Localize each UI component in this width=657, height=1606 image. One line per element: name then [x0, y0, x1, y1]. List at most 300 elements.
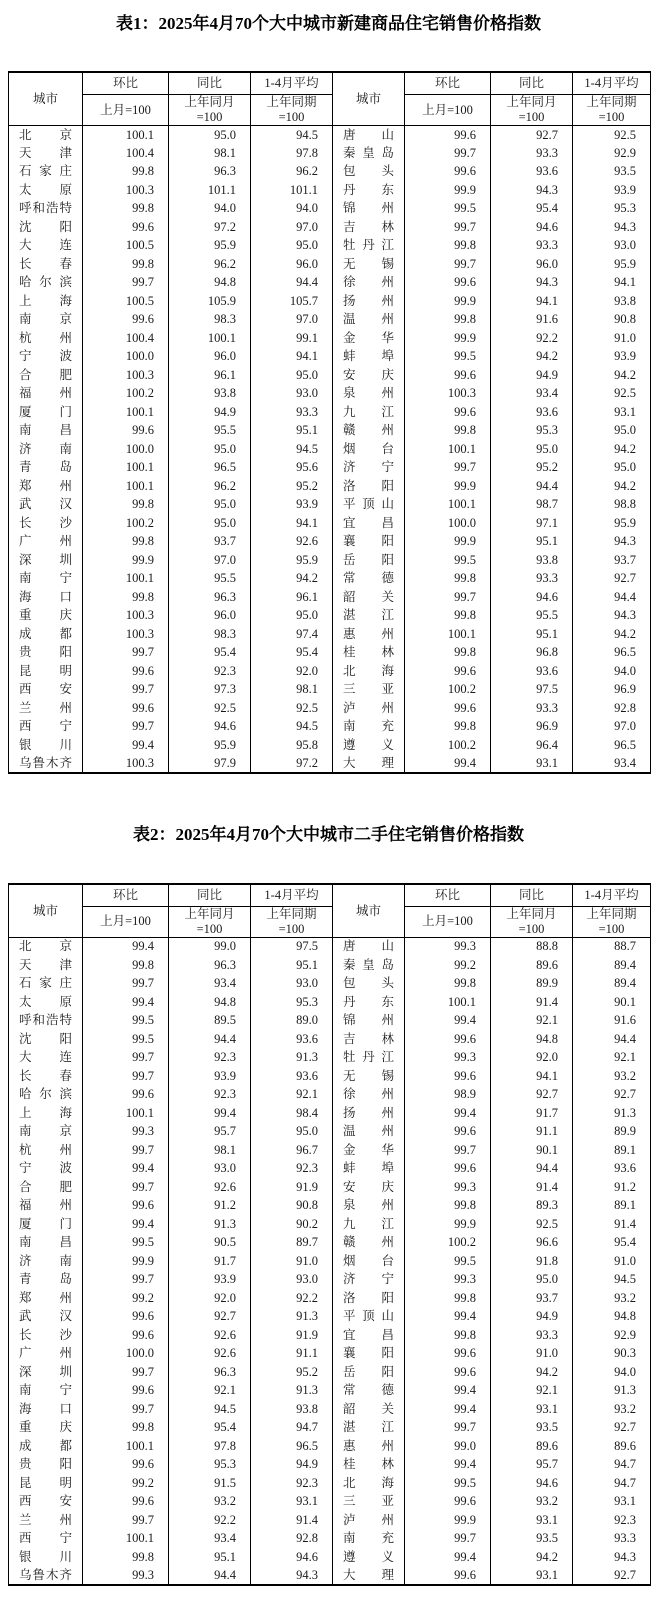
col-subheader-yoy-base: 上年同月 =100 — [491, 906, 573, 937]
city-cell — [9, 1418, 83, 1437]
city-cell — [333, 551, 405, 570]
value-cell: 92.8 — [573, 699, 651, 718]
col-header-avg: 1-4月平均 — [573, 884, 651, 906]
table-row — [9, 477, 651, 496]
city-name: 丹 东 — [343, 182, 394, 197]
city-cell — [9, 993, 83, 1012]
city-cell — [9, 1215, 83, 1234]
value-cell: 100.5 — [83, 292, 169, 311]
value-cell: 99.8 — [405, 310, 491, 329]
value-cell: 95.3 — [573, 199, 651, 218]
city-cell — [9, 1048, 83, 1067]
city-cell — [9, 1548, 83, 1567]
value-cell: 90.8 — [251, 1196, 333, 1215]
table-row — [9, 1400, 651, 1419]
value-cell: 96.0 — [169, 606, 251, 625]
value-cell: 91.3 — [251, 1381, 333, 1400]
value-cell: 96.9 — [573, 680, 651, 699]
city-cell — [333, 1178, 405, 1197]
value-cell: 97.0 — [573, 717, 651, 736]
value-cell: 93.0 — [251, 384, 333, 403]
value-cell: 94.3 — [491, 181, 573, 200]
value-cell: 99.8 — [83, 956, 169, 975]
col-subheader-avg-base: 上年同期 =100 — [573, 94, 651, 125]
city-cell — [333, 1418, 405, 1437]
city-name: 天 津 — [19, 957, 72, 972]
value-cell: 99.6 — [405, 662, 491, 681]
value-cell: 93.7 — [491, 1289, 573, 1308]
value-cell: 96.1 — [169, 366, 251, 385]
city-name: 济 南 — [19, 441, 72, 456]
value-cell: 99.5 — [405, 199, 491, 218]
city-cell — [333, 1344, 405, 1363]
city-cell — [333, 458, 405, 477]
value-cell: 94.0 — [573, 662, 651, 681]
value-cell: 89.9 — [573, 1122, 651, 1141]
table1-title: 表1：2025年4月70个大中城市新建商品住宅销售价格指数 — [116, 14, 541, 33]
city-name: 大 连 — [19, 238, 72, 253]
city-name: 上 海 — [19, 1105, 72, 1120]
value-cell: 95.0 — [169, 440, 251, 459]
city-cell — [333, 1529, 405, 1548]
city-cell — [9, 1085, 83, 1104]
value-cell: 99.4 — [405, 1011, 491, 1030]
value-cell: 94.2 — [491, 347, 573, 366]
value-cell: 95.0 — [169, 125, 251, 144]
value-cell: 93.1 — [573, 403, 651, 422]
value-cell: 94.5 — [573, 1270, 651, 1289]
city-cell — [9, 329, 83, 348]
value-cell: 93.4 — [169, 1529, 251, 1548]
value-cell: 95.1 — [491, 532, 573, 551]
value-cell: 95.9 — [169, 236, 251, 255]
value-cell: 94.4 — [169, 1566, 251, 1585]
city-name: 大 连 — [19, 1050, 72, 1065]
value-cell: 92.1 — [491, 1011, 573, 1030]
city-cell — [9, 1196, 83, 1215]
value-cell: 99.3 — [405, 1178, 491, 1197]
col-header-mom: 环比 — [83, 72, 169, 94]
city-name: 太 原 — [19, 994, 72, 1009]
value-cell: 99.5 — [83, 1011, 169, 1030]
city-cell — [9, 1307, 83, 1326]
value-cell: 96.0 — [251, 255, 333, 274]
city-cell — [333, 717, 405, 736]
value-cell: 96.5 — [573, 643, 651, 662]
value-cell: 99.7 — [405, 1141, 491, 1160]
value-cell: 94.3 — [573, 218, 651, 237]
city-name: 温 州 — [343, 1124, 394, 1139]
value-cell: 93.6 — [491, 662, 573, 681]
city-name: 广 州 — [19, 1346, 72, 1361]
value-cell: 95.2 — [251, 477, 333, 496]
value-cell: 93.1 — [491, 1511, 573, 1530]
table-row — [9, 1215, 651, 1234]
city-cell — [333, 477, 405, 496]
value-cell: 92.9 — [573, 1326, 651, 1345]
city-name: 三 亚 — [343, 1494, 394, 1509]
city-name: 银 川 — [19, 737, 72, 752]
value-cell: 91.0 — [491, 1344, 573, 1363]
value-cell: 96.0 — [491, 255, 573, 274]
city-cell — [333, 440, 405, 459]
value-cell: 92.7 — [573, 569, 651, 588]
value-cell: 99.8 — [405, 421, 491, 440]
value-cell: 93.2 — [491, 1492, 573, 1511]
value-cell: 98.9 — [405, 1085, 491, 1104]
value-cell: 95.1 — [491, 625, 573, 644]
value-cell: 89.4 — [573, 956, 651, 975]
value-cell: 92.6 — [169, 1344, 251, 1363]
city-cell — [333, 218, 405, 237]
city-cell — [333, 144, 405, 163]
value-cell: 100.3 — [405, 384, 491, 403]
table-row — [9, 1122, 651, 1141]
value-cell: 99.9 — [83, 551, 169, 570]
value-cell: 91.4 — [491, 1178, 573, 1197]
city-name: 兰 州 — [19, 1512, 72, 1527]
value-cell: 100.1 — [83, 1104, 169, 1123]
city-name: 赣 州 — [343, 423, 394, 438]
city-cell — [9, 181, 83, 200]
city-cell — [333, 569, 405, 588]
value-cell: 97.5 — [491, 680, 573, 699]
value-cell: 95.5 — [169, 421, 251, 440]
value-cell: 94.2 — [573, 366, 651, 385]
value-cell: 105.9 — [169, 292, 251, 311]
city-name: 扬 州 — [343, 293, 394, 308]
table-row — [9, 1437, 651, 1456]
city-name: 深 圳 — [19, 552, 72, 567]
value-cell: 99.7 — [405, 458, 491, 477]
city-name: 金 华 — [343, 330, 394, 345]
value-cell: 96.3 — [169, 588, 251, 607]
table-row — [9, 643, 651, 662]
value-cell: 94.2 — [573, 477, 651, 496]
city-name: 韶 关 — [343, 589, 394, 604]
value-cell: 101.1 — [251, 181, 333, 200]
city-name: 长 沙 — [19, 515, 72, 530]
city-name: 厦 门 — [19, 404, 72, 419]
city-cell — [9, 421, 83, 440]
city-name: 无 锡 — [343, 256, 394, 271]
value-cell: 100.3 — [83, 181, 169, 200]
city-name: 安 庆 — [343, 367, 394, 382]
value-cell: 92.6 — [251, 532, 333, 551]
value-cell: 95.3 — [251, 993, 333, 1012]
value-cell: 96.7 — [251, 1141, 333, 1160]
value-cell: 90.5 — [169, 1233, 251, 1252]
city-name: 惠 州 — [343, 626, 394, 641]
value-cell: 91.7 — [169, 1252, 251, 1271]
value-cell: 90.1 — [491, 1141, 573, 1160]
city-cell — [333, 643, 405, 662]
value-cell: 96.9 — [491, 717, 573, 736]
value-cell: 95.7 — [491, 1455, 573, 1474]
city-cell — [333, 1270, 405, 1289]
value-cell: 93.9 — [573, 347, 651, 366]
value-cell: 99.4 — [83, 736, 169, 755]
value-cell: 96.2 — [251, 162, 333, 181]
table-row — [9, 625, 651, 644]
value-cell: 99.7 — [83, 643, 169, 662]
value-cell: 100.1 — [405, 993, 491, 1012]
city-name: 泸 州 — [343, 700, 394, 715]
value-cell: 100.1 — [83, 477, 169, 496]
city-cell — [333, 1566, 405, 1585]
value-cell: 99.6 — [405, 1159, 491, 1178]
value-cell: 93.0 — [169, 1159, 251, 1178]
value-cell: 94.1 — [251, 514, 333, 533]
value-cell: 89.1 — [573, 1141, 651, 1160]
table-row — [9, 1048, 651, 1067]
value-cell: 95.1 — [251, 421, 333, 440]
value-cell: 100.2 — [405, 1233, 491, 1252]
city-cell — [9, 1381, 83, 1400]
city-cell — [9, 937, 83, 956]
col-header-yoy: 同比 — [491, 884, 573, 906]
city-name: 银 川 — [19, 1549, 72, 1564]
col-header-city: 城市 — [333, 884, 405, 937]
value-cell: 94.7 — [573, 1474, 651, 1493]
city-name: 丹 东 — [343, 994, 394, 1009]
value-cell: 99.5 — [83, 1233, 169, 1252]
value-cell: 94.4 — [491, 477, 573, 496]
value-cell: 100.1 — [83, 125, 169, 144]
city-cell — [333, 403, 405, 422]
value-cell: 94.9 — [491, 366, 573, 385]
value-cell: 99.4 — [405, 1104, 491, 1123]
value-cell: 95.4 — [169, 643, 251, 662]
city-name: 海 口 — [19, 589, 72, 604]
value-cell: 99.6 — [405, 1030, 491, 1049]
value-cell: 94.3 — [573, 606, 651, 625]
value-cell: 91.1 — [491, 1122, 573, 1141]
price-index-table-secondhand-homes — [8, 883, 651, 1586]
value-cell: 99.6 — [405, 162, 491, 181]
value-cell: 99.4 — [405, 1455, 491, 1474]
city-name: 蚌 埠 — [343, 349, 394, 364]
value-cell: 92.1 — [491, 1381, 573, 1400]
city-name: 深 圳 — [19, 1364, 72, 1379]
value-cell: 99.6 — [83, 218, 169, 237]
value-cell: 93.9 — [573, 181, 651, 200]
value-cell: 99.2 — [405, 956, 491, 975]
value-cell: 99.6 — [405, 125, 491, 144]
table-row — [9, 1418, 651, 1437]
city-cell — [333, 236, 405, 255]
value-cell: 92.9 — [573, 144, 651, 163]
value-cell: 91.2 — [169, 1196, 251, 1215]
value-cell: 92.5 — [169, 699, 251, 718]
value-cell: 94.8 — [491, 1030, 573, 1049]
value-cell: 99.4 — [405, 754, 491, 773]
city-name: 青 岛 — [19, 1272, 72, 1287]
table-row — [9, 1548, 651, 1567]
value-cell: 92.0 — [251, 662, 333, 681]
value-cell: 99.8 — [405, 569, 491, 588]
city-cell — [9, 1363, 83, 1382]
value-cell: 99.5 — [83, 1030, 169, 1049]
city-cell — [9, 754, 83, 773]
value-cell: 100.2 — [83, 514, 169, 533]
city-name: 襄 阳 — [343, 1346, 394, 1361]
value-cell: 94.3 — [491, 273, 573, 292]
value-cell: 89.6 — [491, 956, 573, 975]
city-name: 宁 波 — [19, 349, 72, 364]
value-cell: 89.5 — [169, 1011, 251, 1030]
city-cell — [333, 699, 405, 718]
city-name: 平 顶 山 — [343, 497, 394, 512]
value-cell: 99.6 — [83, 1196, 169, 1215]
value-cell: 99.4 — [83, 993, 169, 1012]
city-cell — [9, 1159, 83, 1178]
col-subheader-avg-base: 上年同期 =100 — [251, 94, 333, 125]
city-cell — [9, 1400, 83, 1419]
value-cell: 99.3 — [405, 1270, 491, 1289]
city-cell — [333, 329, 405, 348]
value-cell: 98.1 — [169, 144, 251, 163]
value-cell: 96.6 — [491, 1233, 573, 1252]
value-cell: 95.6 — [251, 458, 333, 477]
value-cell: 92.1 — [251, 1085, 333, 1104]
value-cell: 99.7 — [405, 144, 491, 163]
city-cell — [9, 1233, 83, 1252]
col-subheader-avg-base: 上年同期 =100 — [573, 906, 651, 937]
table-row — [9, 347, 651, 366]
city-name: 秦 皇 岛 — [343, 145, 394, 160]
value-cell: 91.0 — [573, 1252, 651, 1271]
value-cell: 95.5 — [491, 606, 573, 625]
table-row — [9, 993, 651, 1012]
value-cell: 99.7 — [405, 1418, 491, 1437]
value-cell: 99.8 — [405, 717, 491, 736]
city-name: 唐 山 — [343, 939, 394, 954]
city-cell — [333, 1030, 405, 1049]
value-cell: 96.3 — [169, 956, 251, 975]
value-cell: 99.7 — [405, 588, 491, 607]
city-name: 南 充 — [343, 719, 394, 734]
value-cell: 96.4 — [491, 736, 573, 755]
city-cell — [9, 1529, 83, 1548]
col-subheader-avg-base: 上年同期 =100 — [251, 906, 333, 937]
city-cell — [9, 532, 83, 551]
city-name: 牡 丹 江 — [343, 238, 394, 253]
value-cell: 99.6 — [405, 1566, 491, 1585]
city-name: 天 津 — [19, 145, 72, 160]
city-name: 常 德 — [343, 1383, 394, 1398]
table-row — [9, 421, 651, 440]
city-cell — [333, 1363, 405, 1382]
city-cell — [9, 1511, 83, 1530]
city-cell — [333, 1215, 405, 1234]
value-cell: 93.9 — [251, 495, 333, 514]
city-name: 兰 州 — [19, 700, 72, 715]
city-cell — [333, 532, 405, 551]
value-cell: 91.3 — [573, 1381, 651, 1400]
table-row — [9, 1566, 651, 1585]
city-cell — [333, 162, 405, 181]
value-cell: 94.1 — [251, 347, 333, 366]
city-name: 湛 江 — [343, 608, 394, 623]
value-cell: 100.3 — [83, 366, 169, 385]
value-cell: 89.3 — [491, 1196, 573, 1215]
city-cell — [9, 974, 83, 993]
city-name: 无 锡 — [343, 1068, 394, 1083]
value-cell: 94.2 — [491, 1363, 573, 1382]
value-cell: 99.7 — [405, 218, 491, 237]
city-name: 福 州 — [19, 1198, 72, 1213]
table-row — [9, 384, 651, 403]
value-cell: 94.8 — [169, 993, 251, 1012]
city-name: 遵 义 — [343, 737, 394, 752]
value-cell: 93.3 — [573, 1529, 651, 1548]
value-cell: 91.6 — [573, 1011, 651, 1030]
table-row — [9, 440, 651, 459]
value-cell: 92.1 — [573, 1048, 651, 1067]
value-cell: 93.1 — [491, 1566, 573, 1585]
city-name: 吉 林 — [343, 219, 394, 234]
value-cell: 90.8 — [573, 310, 651, 329]
value-cell: 100.0 — [83, 347, 169, 366]
city-name: 上 海 — [19, 293, 72, 308]
city-cell — [9, 310, 83, 329]
value-cell: 100.1 — [83, 1437, 169, 1456]
value-cell: 91.4 — [251, 1511, 333, 1530]
value-cell: 95.9 — [573, 255, 651, 274]
value-cell: 99.6 — [83, 1085, 169, 1104]
city-cell — [333, 125, 405, 144]
value-cell: 92.3 — [251, 1159, 333, 1178]
value-cell: 99.0 — [405, 1437, 491, 1456]
value-cell: 99.6 — [405, 1344, 491, 1363]
table-row — [9, 974, 651, 993]
table-row — [9, 1141, 651, 1160]
value-cell: 89.0 — [251, 1011, 333, 1030]
value-cell: 93.1 — [491, 1400, 573, 1419]
city-name: 成 都 — [19, 626, 72, 641]
table-row — [9, 1474, 651, 1493]
city-cell — [9, 255, 83, 274]
value-cell: 99.6 — [83, 1455, 169, 1474]
value-cell: 90.3 — [573, 1344, 651, 1363]
city-name: 沈 阳 — [19, 219, 72, 234]
value-cell: 94.7 — [573, 1455, 651, 1474]
city-name: 九 江 — [343, 404, 394, 419]
city-cell — [9, 292, 83, 311]
city-cell — [333, 625, 405, 644]
value-cell: 100.1 — [405, 625, 491, 644]
table-row — [9, 1233, 651, 1252]
value-cell: 99.6 — [405, 1363, 491, 1382]
value-cell: 95.9 — [573, 514, 651, 533]
value-cell: 89.4 — [573, 974, 651, 993]
value-cell: 99.5 — [405, 551, 491, 570]
city-name: 南 京 — [19, 312, 72, 327]
city-name: 济 宁 — [343, 1272, 394, 1287]
value-cell: 100.1 — [405, 440, 491, 459]
col-header-avg: 1-4月平均 — [573, 72, 651, 94]
value-cell: 93.7 — [169, 532, 251, 551]
city-name: 宁 波 — [19, 1161, 72, 1176]
table-row — [9, 458, 651, 477]
city-name: 温 州 — [343, 312, 394, 327]
city-cell — [9, 625, 83, 644]
value-cell: 93.6 — [251, 1067, 333, 1086]
value-cell: 99.6 — [83, 699, 169, 718]
col-subheader-mom-base: 上月=100 — [83, 906, 169, 937]
value-cell: 94.9 — [491, 1307, 573, 1326]
